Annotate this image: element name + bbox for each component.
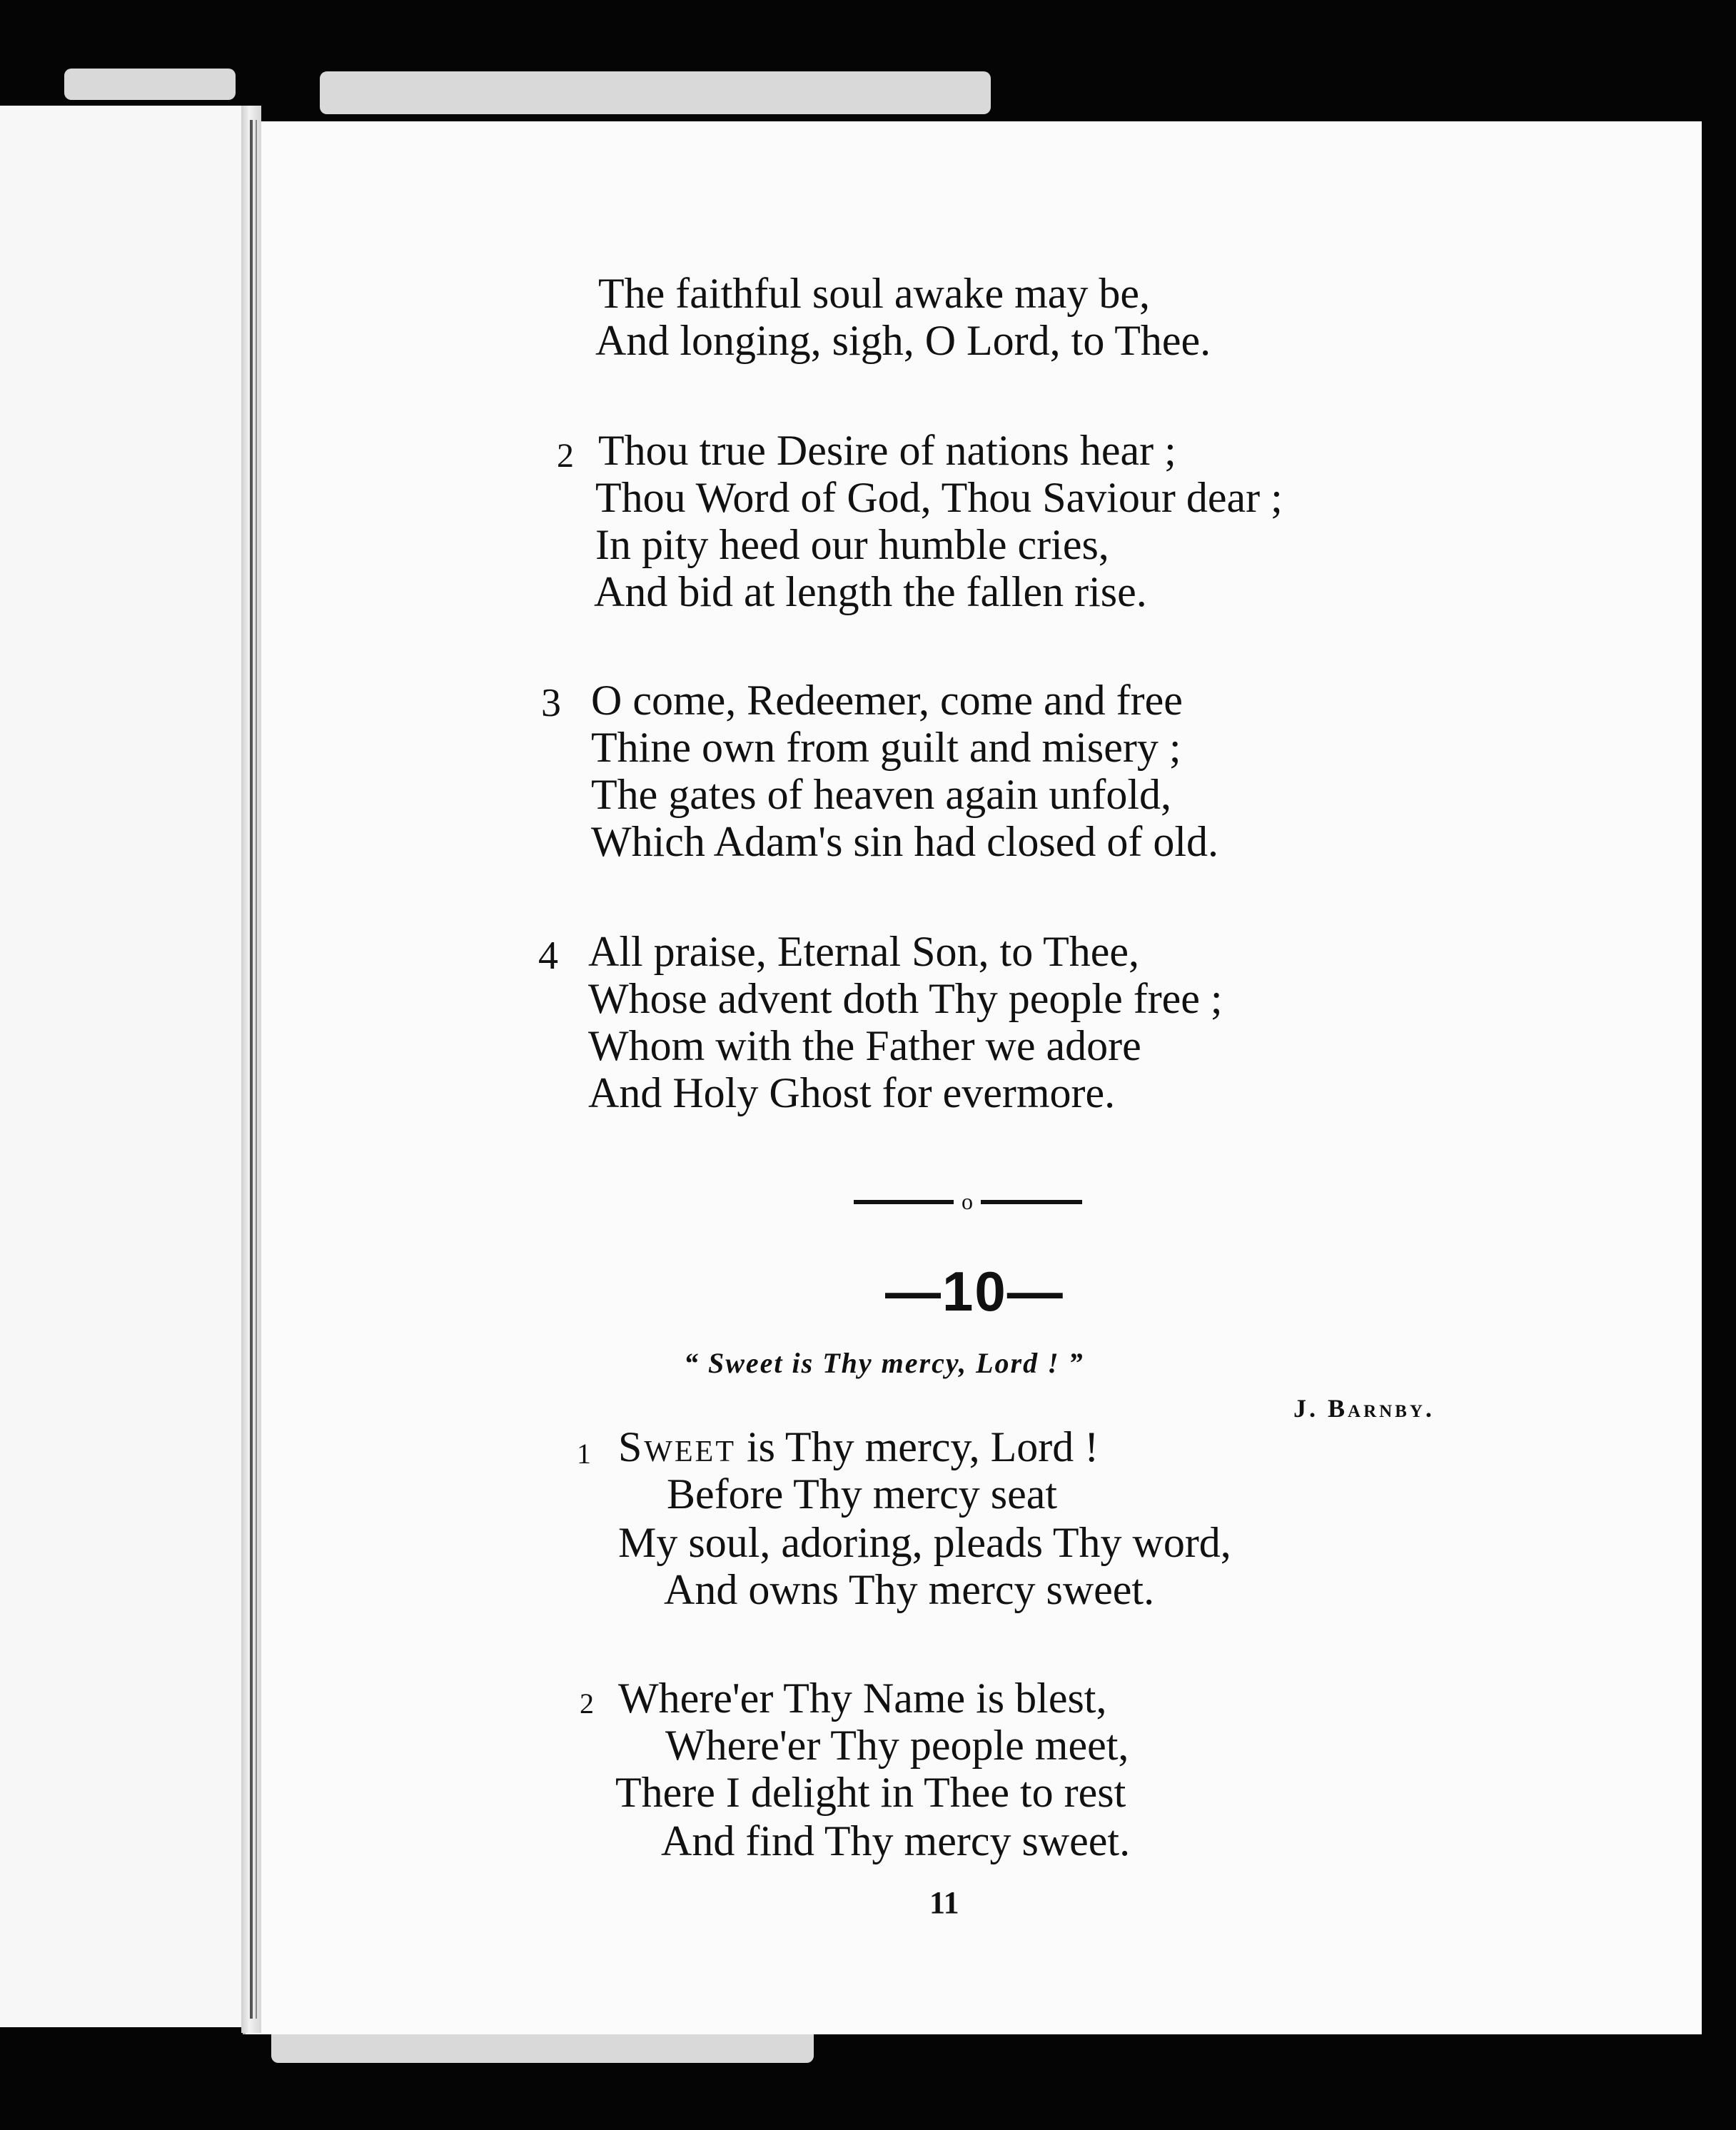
stanza-number: 1 <box>577 1438 591 1470</box>
verse-line: There I delight in Thee to rest <box>615 1769 1126 1816</box>
verse-line: My soul, adoring, pleads Thy word, <box>618 1519 1231 1566</box>
section-divider <box>854 1188 1082 1216</box>
stanza-number: 3 <box>541 681 561 725</box>
verse-line: And Holy Ghost for evermore. <box>588 1069 1116 1116</box>
top-edge-right <box>320 71 991 114</box>
binding-thread <box>250 120 253 2019</box>
verse-line: In pity heed our humble cries, <box>595 521 1109 568</box>
page-number: 11 <box>929 1885 959 1920</box>
left-page <box>0 106 243 2027</box>
stanza-number: 4 <box>538 934 558 978</box>
verse-line: Thine own from guilt and misery ; <box>591 724 1181 771</box>
hymn-subtitle: “ Sweet is Thy mercy, Lord ! ” <box>684 1347 1084 1379</box>
verse-line: And longing, sigh, O Lord, to Thee. <box>595 317 1211 364</box>
verse-line: Thou Word of God, Thou Saviour dear ; <box>595 474 1283 521</box>
stanza-first-word: Sweet <box>618 1423 736 1470</box>
verse-line: The gates of heaven again unfold, <box>591 771 1172 818</box>
composer-credit: J. Barnby. <box>1293 1394 1435 1423</box>
verse-line: And bid at length the fallen rise. <box>594 568 1147 615</box>
verse-line: All praise, Eternal Son, to Thee, <box>588 928 1140 975</box>
verse-line <box>618 1423 1099 1470</box>
verse-line: Whose advent doth Thy people free ; <box>588 975 1223 1022</box>
verse-line: Where'er Thy Name is blest, <box>618 1675 1107 1722</box>
verse-line: Whom with the Father we adore <box>588 1022 1141 1069</box>
divider-glyph: o <box>962 1188 973 1214</box>
verse-line: And find Thy mercy sweet. <box>661 1817 1131 1864</box>
verse-line: The faithful soul awake may be, <box>598 270 1151 317</box>
verse-line: Thou true Desire of nations hear ; <box>598 427 1176 474</box>
verse-line: Which Adam's sin had closed of old. <box>591 818 1218 865</box>
verse-line-rest: is Thy mercy, Lord ! <box>735 1423 1099 1470</box>
verse-line: O come, Redeemer, come and free <box>591 677 1183 724</box>
verse-line: And owns Thy mercy sweet. <box>664 1566 1155 1613</box>
verse-line: Where'er Thy people meet, <box>665 1722 1129 1769</box>
hymn-number: —10— <box>885 1260 1064 1323</box>
binding-thread <box>256 120 257 2019</box>
top-edge-left <box>64 69 236 100</box>
stanza-number: 2 <box>580 1687 594 1720</box>
verse-line: Before Thy mercy seat <box>667 1470 1058 1518</box>
stanza-number: 2 <box>557 437 574 475</box>
